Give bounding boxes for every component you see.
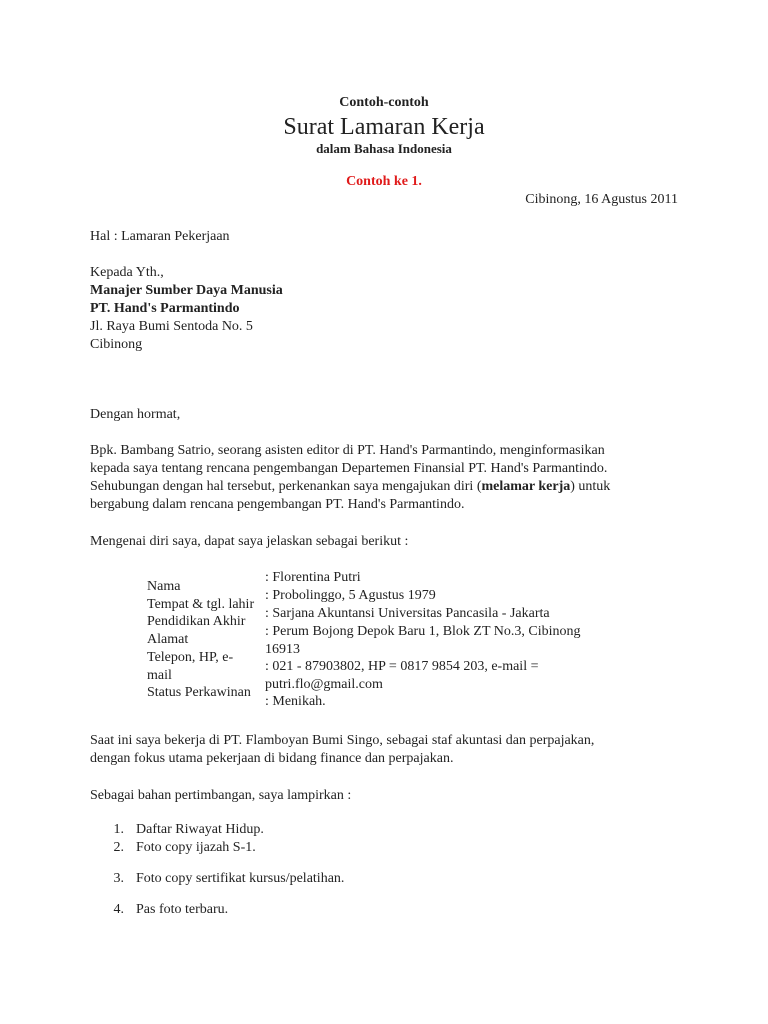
details-intro: Mengenai diri saya, dapat saya jelaskan sebagai berikut : [90,534,409,549]
paragraph-1-line-4: bergabung dalam rencana pengembangan PT. Hand's Parmantindo. [90,497,465,512]
recipient-title: Manajer Sumber Daya Manusia [90,283,283,298]
list-item-text: Foto copy ijazah S-1. [136,840,256,855]
value-alamat-line-2: 16913 [265,642,300,657]
list-item-number: 2. [113,840,124,855]
document-kicker: Contoh-contoh [339,95,429,110]
paragraph-1-line-3-pre: Sehubungan dengan hal tersebut, perkenankan saya mengajukan diri ( [90,479,482,494]
document-title: Surat Lamaran Kerja [283,114,485,140]
place-date: Cibinong, 16 Agustus 2011 [525,192,678,207]
value-tempat-tgl-lahir: : Probolinggo, 5 Agustus 1979 [265,588,436,603]
value-pendidikan: : Sarjana Akuntansi Universitas Pancasila - Jakarta [265,606,550,621]
subject-line: Hal : Lamaran Pekerjaan [90,229,230,244]
melamar-kerja-emphasis: melamar kerja [481,479,571,494]
paragraph-2-line-2: dengan fokus utama pekerjaan di bidang finance dan perpajakan. [90,751,454,766]
list-item-number: 3. [113,871,124,886]
recipient-address-line2: Cibinong [90,337,143,352]
paragraph-1-line-3 [90,478,610,496]
label-pendidikan: Pendidikan Akhir [147,614,246,629]
label-telepon-line-2: mail [147,668,172,683]
recipient-to: Kepada Yth., [90,265,164,280]
list-item-number: 1. [113,822,124,837]
attachments-intro: Sebagai bahan pertimbangan, saya lampirkan : [90,788,352,803]
list-item-text: Foto copy sertifikat kursus/pelatihan. [136,871,345,886]
value-telepon-line-1: : 021 - 87903802, HP = 0817 9854 203, e-mail = [265,659,539,674]
label-nama: Nama [147,579,181,594]
paragraph-2-line-1: Saat ini saya bekerja di PT. Flamboyan Bumi Singo, sebagai staf akuntasi dan perpajakan, [90,733,595,748]
value-nama: : Florentina Putri [265,570,361,585]
label-status: Status Perkawinan [147,685,251,700]
value-alamat-line-1: : Perum Bojong Depok Baru 1, Blok ZT No.3, Cibinong [265,624,581,639]
recipient-company: PT. Hand's Parmantindo [90,301,240,316]
list-item-text: Daftar Riwayat Hidup. [136,822,264,837]
value-email: putri.flo@gmail.com [265,677,383,692]
paragraph-1-line-2: kepada saya tentang rencana pengembangan Departemen Finansial PT. Hand's Parmantindo. [90,461,608,476]
greeting: Dengan hormat, [90,407,181,422]
paragraph-1-line-3-post: ) untuk [570,479,611,494]
value-status: : Menikah. [265,694,326,709]
recipient-address-line1: Jl. Raya Bumi Sentoda No. 5 [90,319,253,334]
example-label: Contoh ke 1. [346,174,422,189]
list-item-text: Pas foto terbaru. [136,902,229,917]
label-tempat-tgl-lahir: Tempat & tgl. lahir [147,597,255,612]
paragraph-1-line-1: Bpk. Bambang Satrio, seorang asisten editor di PT. Hand's Parmantindo, menginformasikan [90,443,605,458]
label-alamat: Alamat [147,632,189,647]
document-subtitle: dalam Bahasa Indonesia [316,141,452,156]
list-item-number: 4. [113,902,124,917]
label-telepon-line-1: Telepon, HP, e- [147,650,234,665]
